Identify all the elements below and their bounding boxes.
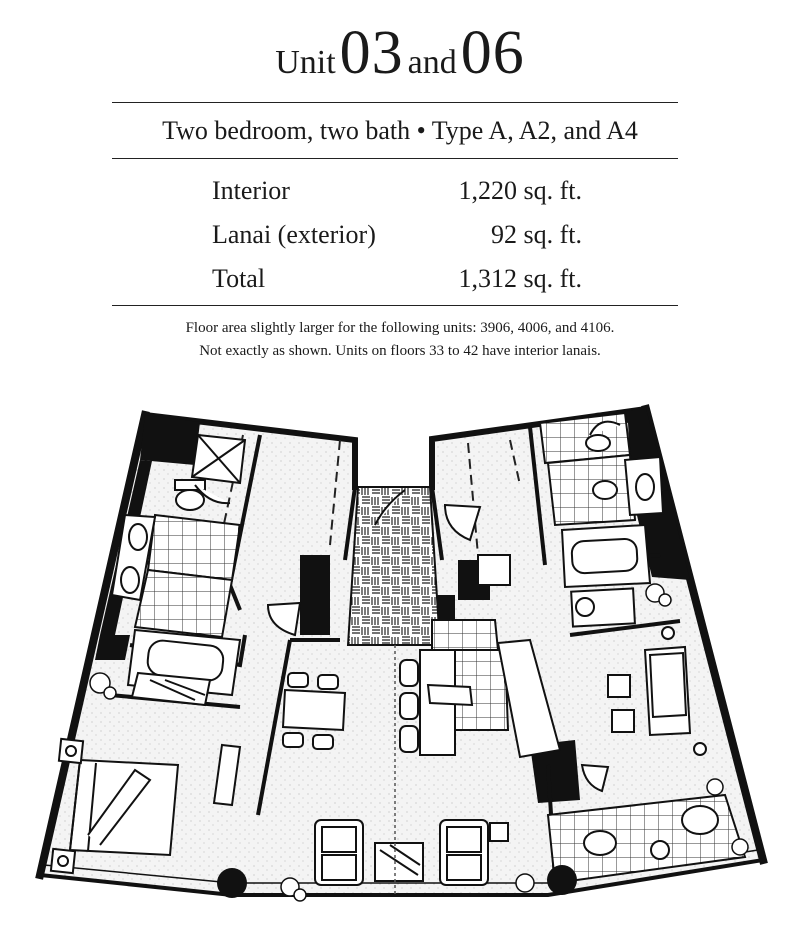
unit-type-subtitle: Two bedroom, two bath • Type A, A2, and A4 <box>162 116 638 145</box>
area-value: 1,220 sq. ft. <box>458 176 582 205</box>
area-value: 1,312 sq. ft. <box>458 264 582 293</box>
bottom-divider <box>112 305 678 306</box>
note-line-1: Floor area slightly larger for the following units: 3906, 4006, and 4106. <box>185 320 615 336</box>
unit-title <box>0 18 800 89</box>
floor-plan <box>0 395 800 950</box>
top-divider <box>112 102 678 103</box>
area-row-total <box>212 264 582 294</box>
unit-number-b: 06 <box>460 19 525 87</box>
shower-stall <box>192 435 245 483</box>
area-value: 92 sq. ft. <box>491 220 582 249</box>
middle-divider <box>112 158 678 159</box>
area-label: Interior <box>212 176 290 205</box>
entry-parquet <box>348 487 440 645</box>
and-word: and <box>407 44 457 81</box>
area-row-interior <box>212 176 582 206</box>
area-label: Total <box>212 264 266 293</box>
unit-number-a: 03 <box>339 19 404 87</box>
unit-word: Unit <box>275 44 336 81</box>
note-line-2: Not exactly as shown. Units on floors 33 to 42 have interior lanais. <box>199 343 601 359</box>
area-label: Lanai (exterior) <box>212 220 376 249</box>
area-row-lanai <box>212 220 582 250</box>
